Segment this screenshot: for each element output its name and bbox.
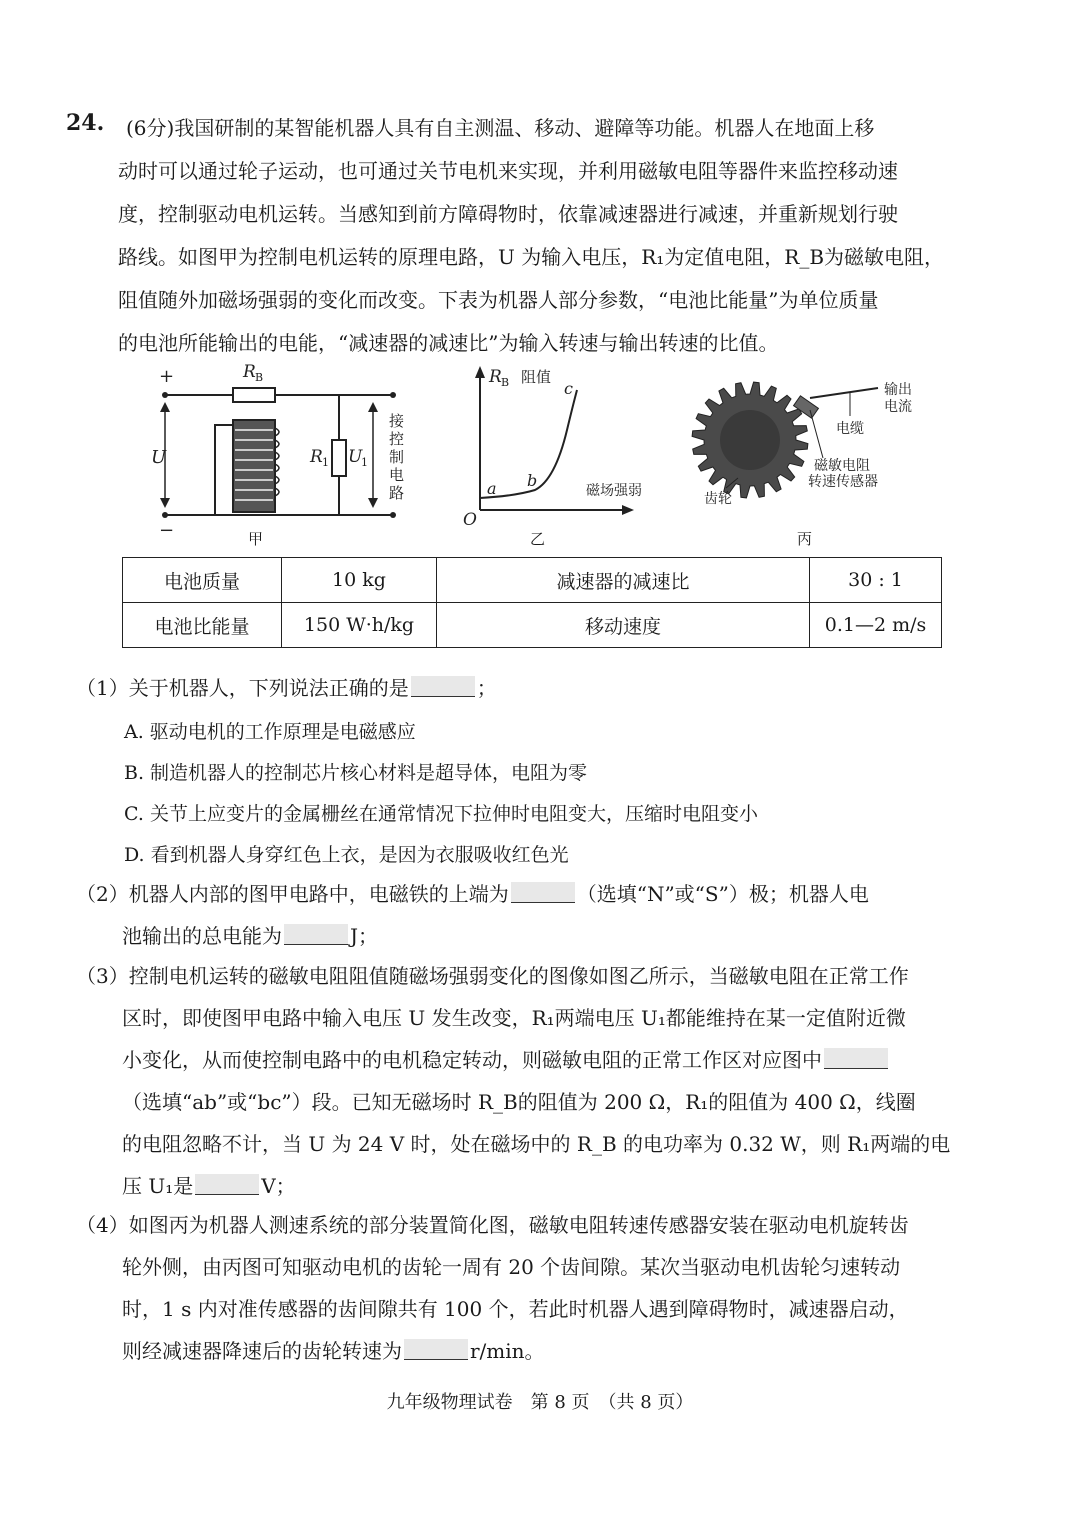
rb-resistor (233, 388, 275, 402)
caption-yi: 乙 (530, 530, 546, 548)
sub4-line-4 (122, 1330, 545, 1372)
sub3-text-3: 小变化，从而使控制电路中的电机稳定转动，则磁敏电阻的正常工作区对应图中 (122, 1048, 822, 1072)
gear-label: 齿轮 (704, 491, 732, 507)
u1-label: U (348, 447, 363, 467)
option-b: B. 制造机器人的控制芯片核心材料是超导体，电阻为零 (124, 762, 588, 784)
figure-jia-circuit (145, 360, 415, 550)
minus-label: − (159, 520, 175, 541)
stem-line-6: 的电池所能输出的电能，“减速器的减速比”为输入转速与输出转速的比值。 (118, 331, 779, 355)
y-axis-label-sub: B (501, 376, 510, 389)
table-cell: 减速器的减速比 (437, 558, 810, 603)
sub3-line-4: （选填“ab”或“bc”）段。已知无磁场时 R_B的阻值为 200 Ω，R₁的阻值为 400 Ω，线圈 (122, 1090, 916, 1114)
point-b: b (527, 471, 538, 490)
stem-line-2: 动时可以通过轮子运动，也可通过关节电机来实现，并利用磁敏电阻等器件来监控移动速 (118, 159, 898, 183)
sub3-line-3 (122, 1039, 890, 1081)
side-label-4: 电 (389, 466, 405, 484)
table-row (123, 603, 942, 648)
u-label: U (151, 447, 167, 468)
sub3-line-1: （3）控制电机运转的磁敏电阻阻值随磁场强弱变化的图像如图乙所示，当磁敏电阻在正常工作 (76, 964, 909, 988)
answer-blank-4[interactable] (824, 1048, 888, 1069)
sub2-line-2 (122, 915, 378, 957)
option-d: D. 看到机器人身穿红色上衣，是因为衣服吸收红色光 (124, 844, 569, 866)
sub4-line-3: 时，1 s 内对准传感器的齿间隙共有 100 个，若此时机器人遇到障碍物时，减速器启动， (122, 1297, 909, 1321)
origin-label: O (463, 510, 477, 530)
stem-line-3: 度，控制驱动电机运转。当感知到前方障碍物时，依靠减速器进行减速，并重新规划行驶 (118, 202, 898, 226)
params-table (122, 557, 942, 648)
y-axis-label: R (489, 367, 502, 387)
sub2-text-1: （2）机器人内部的图甲电路中，电磁铁的上端为 (76, 882, 509, 906)
sub3-line-6 (122, 1165, 296, 1207)
option-a: A. 驱动电机的工作原理是电磁感应 (124, 721, 416, 743)
u1-label-sub: 1 (361, 456, 368, 469)
table-cell: 移动速度 (437, 603, 810, 648)
sensor-label-1: 磁敏电阻 (814, 458, 870, 474)
output-current-1: 输出 (884, 382, 912, 398)
answer-blank-3[interactable] (284, 924, 348, 945)
table-cell: 150 W·h/kg (282, 603, 437, 648)
r1-label-sub: 1 (322, 456, 329, 469)
answer-blank-5[interactable] (195, 1174, 259, 1195)
sub4-text-4: 则经减速器降速后的齿轮转速为 (122, 1339, 402, 1363)
sub1-text-end: ； (476, 676, 497, 700)
answer-blank-1[interactable] (411, 676, 475, 697)
figure-yi-graph (455, 360, 645, 530)
option-c: C. 关节上应变片的金属栅丝在通常情况下拉伸时电阻变大，压缩时电阻变小 (124, 803, 758, 825)
table-cell: 0.1—2 m/s (810, 603, 942, 648)
stem-line-5: 阻值随外加磁场强弱的变化而改变。下表为机器人部分参数，“电池比能量”为单位质量 (118, 288, 879, 312)
gear (692, 382, 808, 498)
side-label-1: 接 (389, 412, 405, 430)
r1-label: R (310, 447, 323, 467)
answer-blank-2[interactable] (511, 882, 575, 903)
sub2-text-3: 池输出的总电能为 (122, 924, 282, 948)
sub4-line-1: （4）如图丙为机器人测速系统的部分装置简化图，磁敏电阻转速传感器安装在驱动电机旋转齿 (76, 1213, 909, 1237)
table-cell: 10 kg (282, 558, 437, 603)
sub3-text-6: 压 U₁是 (122, 1174, 194, 1198)
sub2-text-4: J； (350, 924, 379, 948)
rb-label-sub: B (255, 371, 264, 384)
point-a: a (487, 479, 497, 498)
plus-label: + (159, 366, 175, 387)
r1-resistor (332, 440, 346, 476)
point-c: c (564, 379, 573, 398)
sub3-text-7: V； (261, 1174, 296, 1198)
side-label-5: 路 (389, 484, 405, 502)
sub4-line-2: 轮外侧，由丙图可知驱动电机的齿轮一周有 20 个齿间隙。某次当驱动电机齿轮匀速转动 (122, 1255, 901, 1279)
table-cell: 电池比能量 (123, 603, 282, 648)
sub1-text: （1）关于机器人，下列说法正确的是 (76, 676, 409, 700)
sub3-line-2: 区时，即使图甲电路中输入电压 U 发生改变，R₁两端电压 U₁都能维持在某一定值附近微 (122, 1006, 906, 1030)
y-axis-text: 阻值 (521, 368, 552, 386)
x-axis-text: 磁场强弱 (586, 483, 642, 499)
sub2-line-1 (76, 873, 869, 915)
stem-line-1: 我国研制的某智能机器人具有自主测温、移动、避障等功能。机器人在地面上移 (174, 116, 875, 140)
question-number: 24. (66, 110, 105, 136)
rb-label: R (243, 362, 256, 382)
side-label-3: 制 (389, 448, 405, 466)
table-cell: 电池质量 (123, 558, 282, 603)
question-stem (118, 150, 988, 365)
answer-blank-6[interactable] (404, 1339, 468, 1360)
question-score: (6分) (126, 116, 175, 140)
sub3-line-5: 的电阻忽略不计，当 U 为 24 V 时，处在磁场中的 R_B 的电功率为 0.32 W，则 R₁两端的电 (122, 1132, 951, 1156)
gear-hub (720, 410, 780, 470)
sensor-label-2: 转速传感器 (808, 474, 878, 490)
cable-label: 电缆 (836, 421, 864, 437)
stem-line-4: 路线。如图甲为控制电机运转的原理电路，U 为输入电压，R₁为定值电阻，R_B为磁敏电阻， (118, 245, 945, 269)
caption-jia: 甲 (248, 530, 264, 548)
figure-bing-gear (688, 368, 938, 528)
table-cell: 30 : 1 (810, 558, 942, 603)
sub2-text-2: （选填“N”或“S”）极；机器人电 (576, 882, 869, 906)
sub1-prompt (76, 667, 497, 709)
side-label-2: 控 (389, 430, 405, 448)
output-current-2: 电流 (884, 399, 912, 415)
question-score-and-first-line (126, 107, 874, 150)
page-footer: 九年级物理试卷 第 8 页 （共 8 页） (386, 1392, 694, 1413)
table-row (123, 558, 942, 603)
sub4-text-5: r/min。 (470, 1339, 545, 1363)
electromagnet-core (233, 420, 275, 512)
caption-bing: 丙 (797, 530, 813, 548)
